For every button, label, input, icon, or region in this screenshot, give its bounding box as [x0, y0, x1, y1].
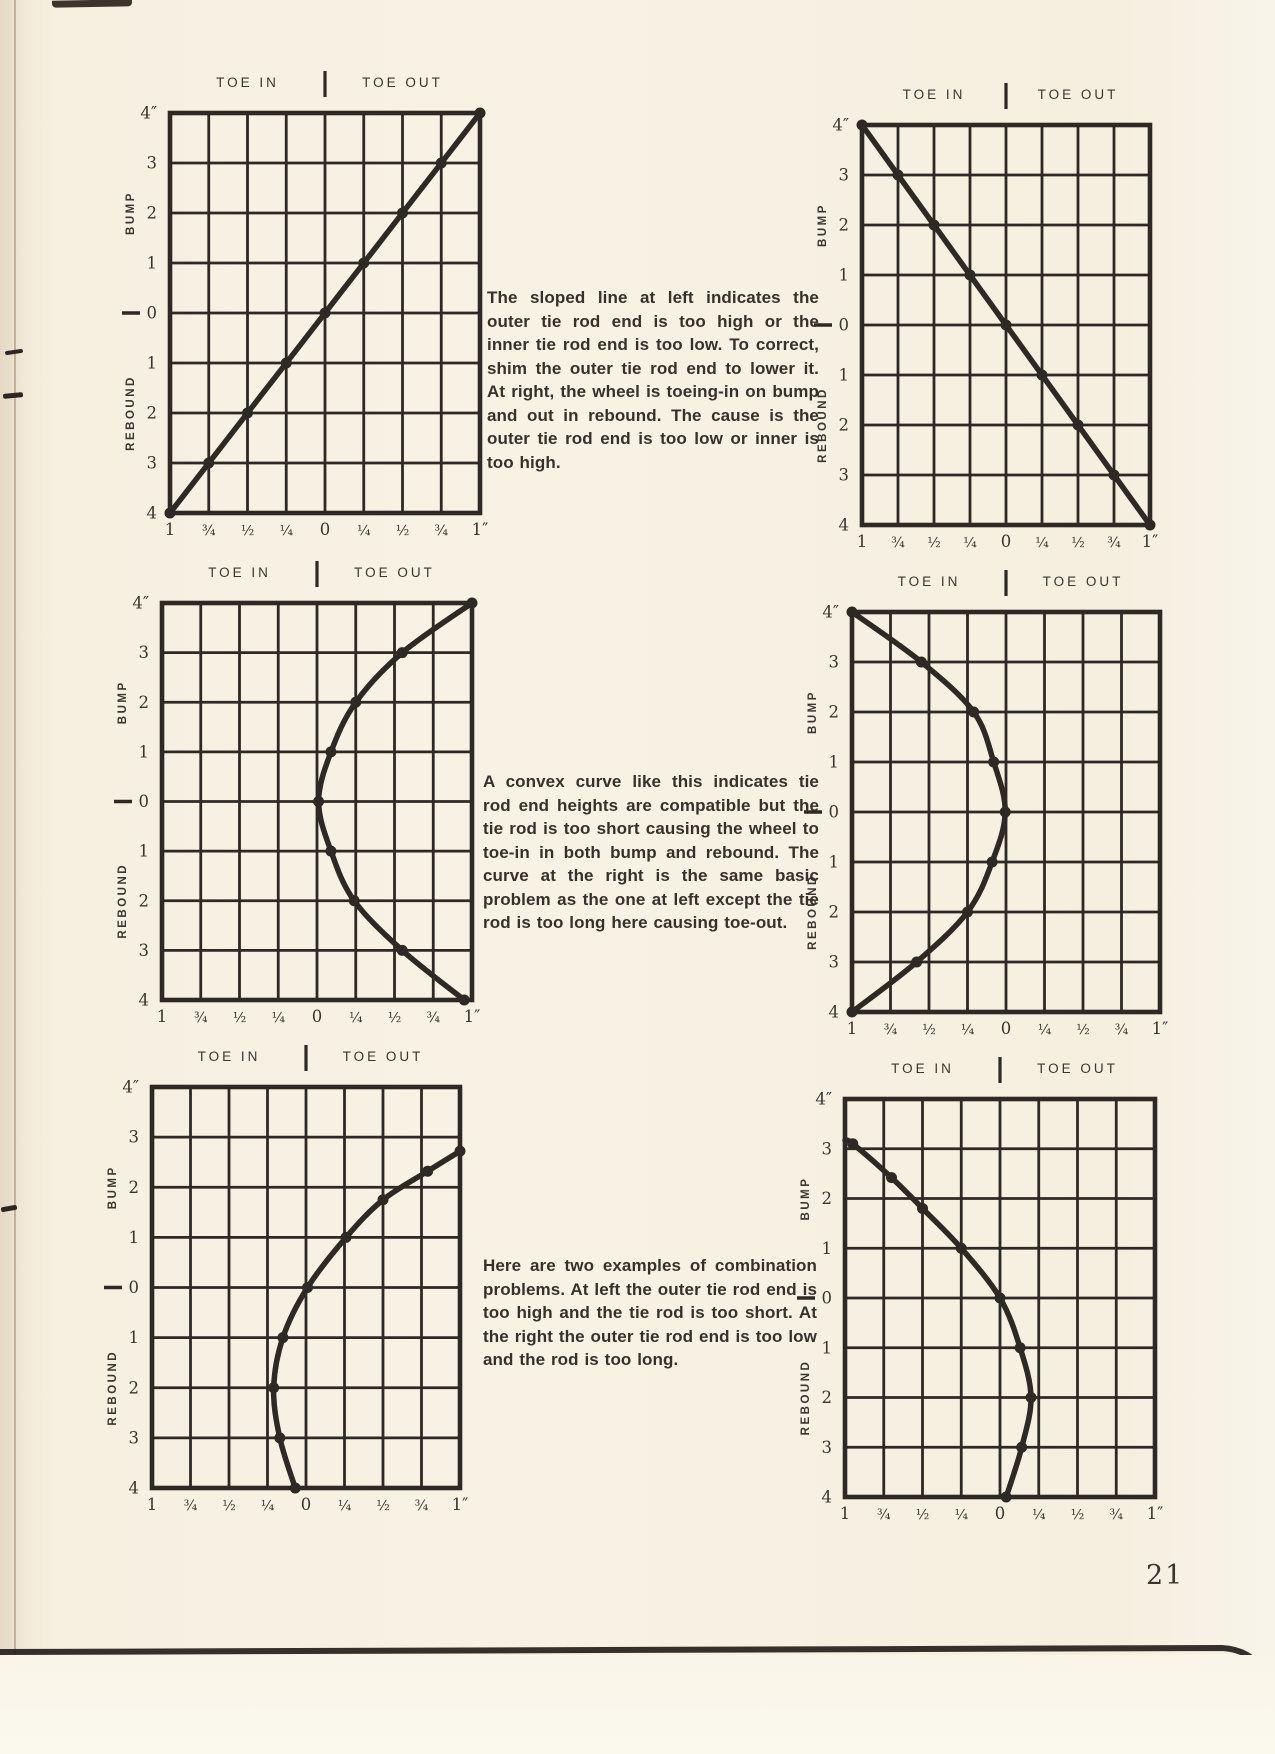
chart-middle-right-convex-curve: [794, 566, 1186, 1042]
toe-in-label: TOE IN: [216, 75, 279, 90]
x-tick-label: ¾: [876, 1507, 891, 1523]
toe-in-label: TOE IN: [897, 574, 961, 589]
data-point-dot: [467, 598, 478, 609]
x-tick-label: 0: [300, 1495, 312, 1514]
data-point-dot: [847, 1007, 858, 1018]
x-tick-label: ½: [376, 1498, 390, 1514]
y-tick-label: 1: [821, 1338, 832, 1358]
y-tick-label: 4″: [815, 1089, 832, 1109]
data-point-dot: [350, 697, 361, 708]
data-point-dot: [302, 1282, 313, 1293]
y-tick-label: 2: [838, 415, 849, 435]
y-tick-label: 1: [828, 752, 839, 772]
toe-in-label: TOE IN: [208, 565, 271, 580]
data-point-dot: [987, 857, 998, 868]
bump-axis-label: BUMP: [800, 1176, 812, 1221]
staple-mark: [3, 392, 23, 399]
x-tick-label: ½: [1070, 1507, 1085, 1523]
y-tick-label: 3: [146, 153, 157, 173]
data-point-dot: [268, 1382, 279, 1393]
toe-out-label: TOE OUT: [362, 75, 443, 90]
rebound-axis-label: REBOUND: [800, 1359, 812, 1436]
x-tick-label: ½: [1071, 535, 1085, 551]
data-point-dot: [1016, 1442, 1027, 1453]
y-tick-label: 3: [146, 453, 157, 473]
data-point-dot: [929, 220, 940, 231]
y-tick-label: 2: [138, 692, 149, 712]
data-point-dot: [455, 1146, 466, 1157]
x-tick-label: ¾: [426, 1010, 441, 1026]
rebound-axis-label: REBOUND: [107, 1349, 119, 1426]
toe-curve: [845, 1140, 1031, 1497]
data-point-dot: [349, 895, 360, 906]
x-tick-label: ¼: [1035, 535, 1049, 551]
y-tick-label: 3: [128, 1127, 139, 1147]
binding-fold-line: [14, 0, 16, 1754]
y-tick-label: 2: [821, 1189, 832, 1208]
ink-smudge: [52, 0, 132, 8]
data-point-dot: [886, 1172, 897, 1183]
y-tick-label: 3: [838, 165, 849, 185]
data-point-dot: [1109, 470, 1120, 481]
data-point-dot: [274, 1432, 285, 1443]
alignment-chart-svg: [104, 557, 498, 1030]
data-point-dot: [281, 358, 292, 369]
x-tick-label: ¼: [260, 1498, 275, 1514]
data-point-dot: [320, 308, 331, 319]
data-point-dot: [358, 258, 369, 269]
data-point-dot: [1015, 1342, 1026, 1353]
data-point-dot: [1001, 320, 1012, 331]
x-tick-label: ½: [222, 1498, 236, 1514]
y-tick-label: 4″: [140, 103, 157, 123]
x-tick-label: ½: [927, 535, 941, 551]
x-tick-label: ¼: [1031, 1507, 1046, 1523]
y-tick-label: 3: [828, 652, 839, 672]
y-tick-label: 2: [828, 702, 839, 722]
data-point-dot: [1145, 520, 1156, 531]
data-point-dot: [325, 746, 336, 757]
y-tick-label: 2: [138, 891, 149, 911]
y-tick-label: 0: [838, 315, 849, 335]
y-tick-label: 2: [828, 902, 839, 922]
y-tick-label: 0: [821, 1288, 832, 1308]
y-tick-label: 1: [146, 353, 157, 373]
y-tick-label: 3: [138, 940, 149, 960]
y-tick-label: 3: [821, 1437, 832, 1457]
x-tick-label: 1: [856, 532, 868, 551]
data-point-dot: [1073, 420, 1084, 431]
x-tick-label: ½: [240, 523, 255, 539]
data-point-dot: [165, 508, 176, 519]
y-tick-label: 3: [821, 1139, 832, 1159]
x-tick-label: ½: [922, 1022, 936, 1038]
caption-sloped-line: The sloped line at left indicates the outer tie rod end is too high or the inner tie rod end is too low. To correct, shim the outer tie rod end to lower it. At right, the wheel is toeing-in on bump and out in rebound. The cause is the outer tie rod end is too low or inner is too high.: [487, 288, 819, 472]
data-point-dot: [313, 796, 324, 807]
x-tick-label: 1: [156, 1007, 168, 1026]
y-tick-label: 1: [138, 841, 149, 861]
data-point-dot: [341, 1232, 352, 1243]
data-point-dot: [378, 1194, 389, 1205]
x-tick-label: 1″: [451, 1495, 469, 1514]
x-tick-label: ¾: [891, 535, 905, 551]
y-tick-label: 4″: [822, 602, 839, 622]
x-tick-label: ¼: [348, 1010, 363, 1026]
y-tick-label: 3: [828, 952, 839, 972]
data-point-dot: [995, 1293, 1006, 1304]
caption-combination: Here are two examples of combination problems. At left the outer tie rod end is too high and the tie rod is too short. At the right the outer tie rod end is too low and the rod is too long.: [483, 1256, 817, 1369]
data-point-dot: [911, 957, 922, 968]
toe-out-label: TOE OUT: [1037, 1061, 1118, 1076]
y-tick-label: 0: [146, 303, 157, 323]
data-point-dot: [397, 208, 408, 219]
chart-bottom-left-combination: [94, 1041, 486, 1518]
x-tick-label: ¼: [963, 535, 977, 551]
data-point-dot: [917, 1203, 928, 1214]
x-tick-label: 1: [146, 1495, 158, 1514]
x-tick-label: ½: [1076, 1022, 1090, 1038]
x-tick-label: ¾: [414, 1498, 429, 1514]
chart-bottom-right-combination: [787, 1053, 1181, 1527]
toe-out-label: TOE OUT: [1042, 574, 1124, 589]
x-tick-label: ¾: [1109, 1507, 1124, 1523]
y-tick-label: 2: [128, 1378, 139, 1398]
y-tick-label: 1: [138, 742, 149, 762]
data-point-dot: [893, 170, 904, 181]
data-point-dot: [988, 757, 999, 768]
data-point-dot: [956, 1243, 967, 1254]
y-tick-label: 1: [128, 1328, 139, 1348]
y-tick-label: 1: [828, 852, 839, 872]
alignment-chart-svg: [804, 79, 1176, 555]
data-point-dot: [1026, 1392, 1037, 1403]
data-point-dot: [857, 120, 868, 131]
y-tick-label: 4: [128, 1478, 139, 1498]
x-tick-label: 0: [1000, 532, 1012, 551]
x-tick-label: ¼: [271, 1010, 286, 1026]
alignment-chart-svg: [94, 1041, 486, 1518]
x-tick-label: ¼: [337, 1498, 352, 1514]
x-tick-label: ¼: [279, 523, 294, 539]
y-tick-label: 2: [128, 1177, 139, 1197]
y-tick-label: 1: [838, 365, 849, 385]
data-point-dot: [397, 945, 408, 956]
x-tick-label: ¾: [883, 1022, 898, 1038]
toe-in-label: TOE IN: [891, 1061, 954, 1076]
data-point-dot: [325, 846, 336, 857]
y-tick-label: 4: [838, 515, 849, 535]
x-tick-label: ¾: [1114, 1022, 1129, 1038]
data-point-dot: [1001, 1492, 1012, 1503]
x-tick-label: 0: [1000, 1019, 1012, 1038]
data-point-dot: [436, 158, 447, 169]
x-tick-label: 1: [846, 1019, 858, 1038]
data-point-dot: [422, 1166, 433, 1177]
y-tick-label: 2: [146, 403, 157, 423]
x-tick-label: 0: [311, 1007, 323, 1026]
data-point-dot: [459, 995, 470, 1006]
next-page-edge: [0, 1655, 1275, 1754]
x-tick-label: ¾: [193, 1010, 208, 1026]
x-tick-label: ¼: [356, 523, 371, 539]
toe-out-label: TOE OUT: [342, 1049, 424, 1064]
x-tick-label: 1″: [463, 1007, 481, 1026]
y-tick-label: 1: [128, 1227, 139, 1247]
y-tick-label: 1: [838, 265, 849, 285]
data-point-dot: [847, 607, 858, 618]
x-tick-label: 1: [839, 1504, 851, 1523]
data-point-dot: [847, 1138, 858, 1149]
y-tick-label: 2: [838, 215, 849, 235]
x-tick-label: ¼: [960, 1022, 975, 1038]
rebound-axis-label: REBOUND: [125, 375, 137, 451]
x-tick-label: ½: [387, 1010, 402, 1026]
bump-axis-label: BUMP: [107, 1165, 119, 1210]
data-point-dot: [397, 647, 408, 658]
bump-axis-label: BUMP: [117, 680, 129, 725]
x-tick-label: 1: [164, 520, 176, 539]
toe-in-label: TOE IN: [902, 87, 966, 102]
x-tick-label: ¾: [434, 523, 449, 539]
y-tick-label: 3: [138, 643, 149, 663]
y-tick-label: 2: [146, 203, 157, 223]
data-point-dot: [203, 458, 214, 469]
x-tick-label: 0: [319, 520, 331, 539]
y-tick-label: 4: [821, 1487, 832, 1507]
y-tick-label: 0: [128, 1278, 139, 1297]
y-tick-label: 1: [146, 253, 157, 273]
y-tick-label: 2: [821, 1388, 832, 1407]
y-tick-label: 4″: [122, 1077, 139, 1097]
data-point-dot: [277, 1332, 288, 1343]
caption-convex-curve: A convex curve like this indicates tie rod end heights are compatible but the tie rod is too short causing the wheel to toe-in in both bump and rebound. The curve at the right is the same basic problem as the one at left except the tie rod is too long here causing toe-out.: [483, 772, 819, 932]
toe-out-label: TOE OUT: [354, 565, 435, 580]
bump-axis-label: BUMP: [817, 203, 829, 247]
y-tick-label: 0: [138, 792, 149, 811]
rebound-axis-label: REBOUND: [117, 862, 129, 939]
alignment-chart-svg: [794, 566, 1186, 1042]
y-tick-label: 1: [821, 1238, 832, 1258]
rebound-axis-label: REBOUND: [807, 874, 819, 950]
alignment-chart-svg: [787, 1053, 1181, 1527]
data-point-dot: [1000, 807, 1011, 818]
x-tick-label: ½: [395, 523, 410, 539]
x-tick-label: ¾: [1107, 535, 1121, 551]
x-tick-label: ¼: [1037, 1022, 1052, 1038]
y-tick-label: 3: [838, 465, 849, 485]
x-tick-label: ½: [232, 1010, 247, 1026]
rebound-axis-label: REBOUND: [817, 387, 829, 463]
page-number: 21: [1146, 1560, 1185, 1591]
chart-top-right-sloped-line: [804, 79, 1176, 555]
y-tick-label: 4″: [132, 593, 149, 613]
x-tick-label: 1″: [1146, 1504, 1164, 1523]
y-tick-label: 4: [146, 503, 157, 523]
data-point-dot: [475, 108, 486, 119]
bump-axis-label: BUMP: [125, 191, 137, 235]
y-tick-label: 3: [128, 1428, 139, 1448]
x-tick-label: 1″: [1141, 532, 1159, 551]
data-point-dot: [962, 907, 973, 918]
x-tick-label: 1″: [1151, 1019, 1169, 1038]
x-tick-label: ½: [915, 1507, 930, 1523]
data-point-dot: [242, 408, 253, 419]
y-tick-label: 4″: [832, 115, 849, 135]
x-tick-label: ¾: [201, 523, 216, 539]
data-point-dot: [1037, 370, 1048, 381]
y-tick-label: 4: [138, 990, 149, 1010]
chart-top-left-sloped-line: [112, 67, 506, 543]
x-tick-label: ¾: [183, 1498, 198, 1514]
toe-out-label: TOE OUT: [1037, 87, 1119, 102]
x-tick-label: 1″: [471, 520, 489, 539]
data-point-dot: [290, 1483, 301, 1494]
data-point-dot: [965, 270, 976, 281]
chart-middle-left-convex-curve: [104, 557, 498, 1030]
data-point-dot: [916, 657, 927, 668]
x-tick-label: ¼: [954, 1507, 969, 1523]
bump-axis-label: BUMP: [807, 690, 819, 734]
y-tick-label: 0: [828, 802, 839, 822]
x-tick-label: 0: [994, 1504, 1006, 1523]
alignment-chart-svg: [112, 67, 506, 543]
y-tick-label: 4: [828, 1002, 839, 1022]
toe-in-label: TOE IN: [197, 1049, 261, 1064]
data-point-dot: [968, 707, 979, 718]
